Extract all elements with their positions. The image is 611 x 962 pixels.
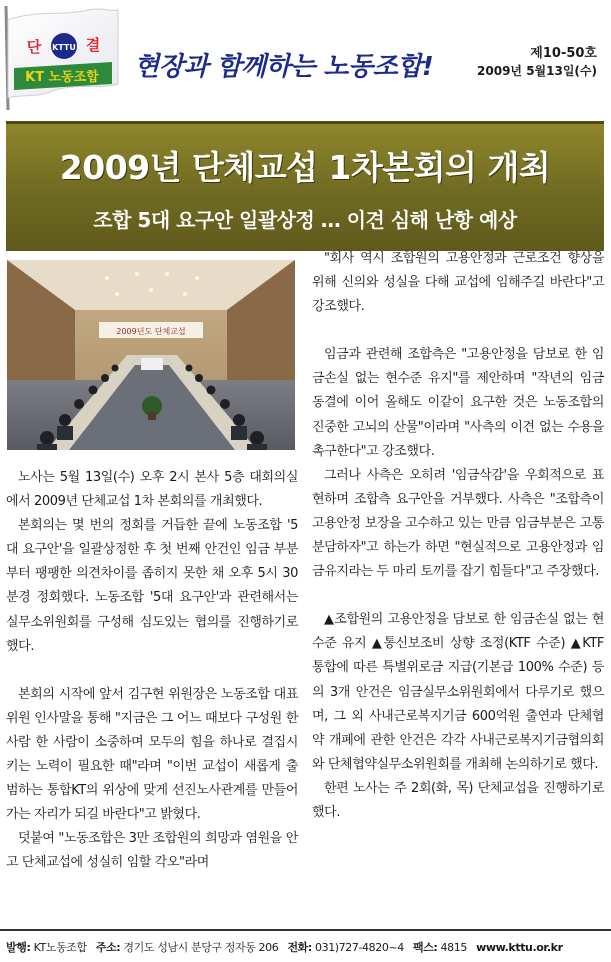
fax-label: 팩스: (412, 941, 438, 954)
union-flag-logo (4, 6, 122, 110)
issue-date: 2009년 5월13일(수) (477, 64, 597, 78)
paragraph: 임금과 관련해 조합측은 "고용안정을 담보로 한 임금손실 없는 현수준 유지"를 제안하며 "작년의 임금 동결에 이어 올해도 이같이 요구한 것은 노동조합의 진중한 고뇌의 산물"이라며 "사측의 이견 없는 수용을 촉구한다"고 강조했다. (312, 347, 604, 459)
masthead (0, 0, 611, 118)
publisher: KT노동조합 (33, 941, 87, 954)
headline-subtitle: 조합 5대 요구안 일괄상정 … 이견 심해 난항 예상 (93, 208, 517, 232)
paragraph: 본회의 시작에 앞서 김구현 위원장은 노동조합 대표위원 인사말을 통해 "지금은 그 어느 때보다 구성원 한 사람 한 사람이 소중하며 모두의 힘을 하나로 결집시키는 노력이 필요한 때"라며 "이번 교섭이 새롭게 출범하는 통합KT의 위상에 맞게 선진노사관계를 만들어가는 자리가 되길 바란다"고 밝혔다. (6, 686, 298, 823)
svg-text:KT 노동조합: KT 노동조합 (25, 70, 99, 85)
fax: 4815 (440, 941, 467, 954)
conference-room-illustration (7, 260, 295, 450)
svg-text:결: 결 (85, 36, 101, 54)
paragraph: 한편 노사는 주 2회(화, 목) 단체교섭을 진행하기로 했다. (312, 780, 604, 820)
phone-label: 전화: (287, 941, 312, 954)
slogan: 현장과 함께하는 노동조합! (134, 52, 434, 82)
issue-number: 제10-50호 (530, 46, 597, 61)
headline-banner (6, 121, 604, 251)
headline-title: 2009년 단체교섭 1차본회의 개최 (59, 148, 551, 187)
article-column-left (6, 466, 298, 876)
publisher-label: 발행: (6, 941, 31, 954)
phone: 031)727-4820~4 (315, 941, 404, 954)
paragraph: 노사는 5월 13일(수) 오후 2시 본사 5층 대회의실에서 2009년 단체교섭 1차 본회의를 개최했다. (6, 470, 298, 510)
paragraph: 본회의는 몇 번의 정회를 거듭한 끝에 노동조합 '5대 요구안'을 일괄상정한 후 첫 번째 안건인 임금 부분부터 팽팽한 의견차이를 좁히지 못한 채 오후 5시 30분경 정회했다. 노동조합 '5대 요구안'과 관련해서는 실무소위원회를 구성해 심도있는 협의를 진행하기로 했다. (6, 518, 298, 654)
address-label: 주소: (95, 941, 121, 954)
meeting-photo (7, 260, 295, 450)
svg-text:KTTU: KTTU (52, 43, 76, 52)
paragraph: ▲조합원의 고용안정을 담보로 한 임금손실 없는 현 수준 유지 ▲통신보조비 상향 조정(KTF 수준) ▲KTF 통합에 따른 특별위로금 지급(기본급 100% 수준) 등의 3개 안건은 임금실무소위원회에서 다루기로 했으며, 그 외 사내근로복지기금 600억원 출연과 단체협약 개폐에 관한 안건은 각각 사내근로복지기금협의회와 단체협약실무소위원회를 개최해 논의하기로 했다. (312, 612, 604, 772)
svg-text:2009년도 단체교섭: 2009년도 단체교섭 (116, 327, 186, 336)
article-column-right (312, 247, 604, 825)
paragraph: 덧붙여 "노동조합은 3만 조합원의 희망과 염원을 안고 단체교섭에 성실히 임할 각오"라며 (6, 831, 298, 871)
website-link[interactable]: www.kttu.or.kr (476, 941, 563, 954)
paragraph: 그러나 사측은 오히려 '임금삭감'을 우회적으로 표현하며 조합측 요구안을 거부했다. 사측은 "조합측이 고용안정 보장을 고수하고 있는 만큼 임금부분은 고통분담하자"고 하는가 하면 "현실적으로 고용안정과 임금유지라는 두 마리 토끼를 잡기 힘들다"고 주장했다. (312, 467, 604, 580)
footer (0, 929, 611, 962)
svg-text:단: 단 (26, 38, 42, 56)
paragraph: "회사 역시 조합원의 고용안정과 근로조건 향상을 위해 신의와 성실을 다해 교섭에 임해주길 바란다"고 강조했다. (312, 251, 604, 315)
address: 경기도 성남시 분당구 정자동 206 (123, 941, 279, 954)
